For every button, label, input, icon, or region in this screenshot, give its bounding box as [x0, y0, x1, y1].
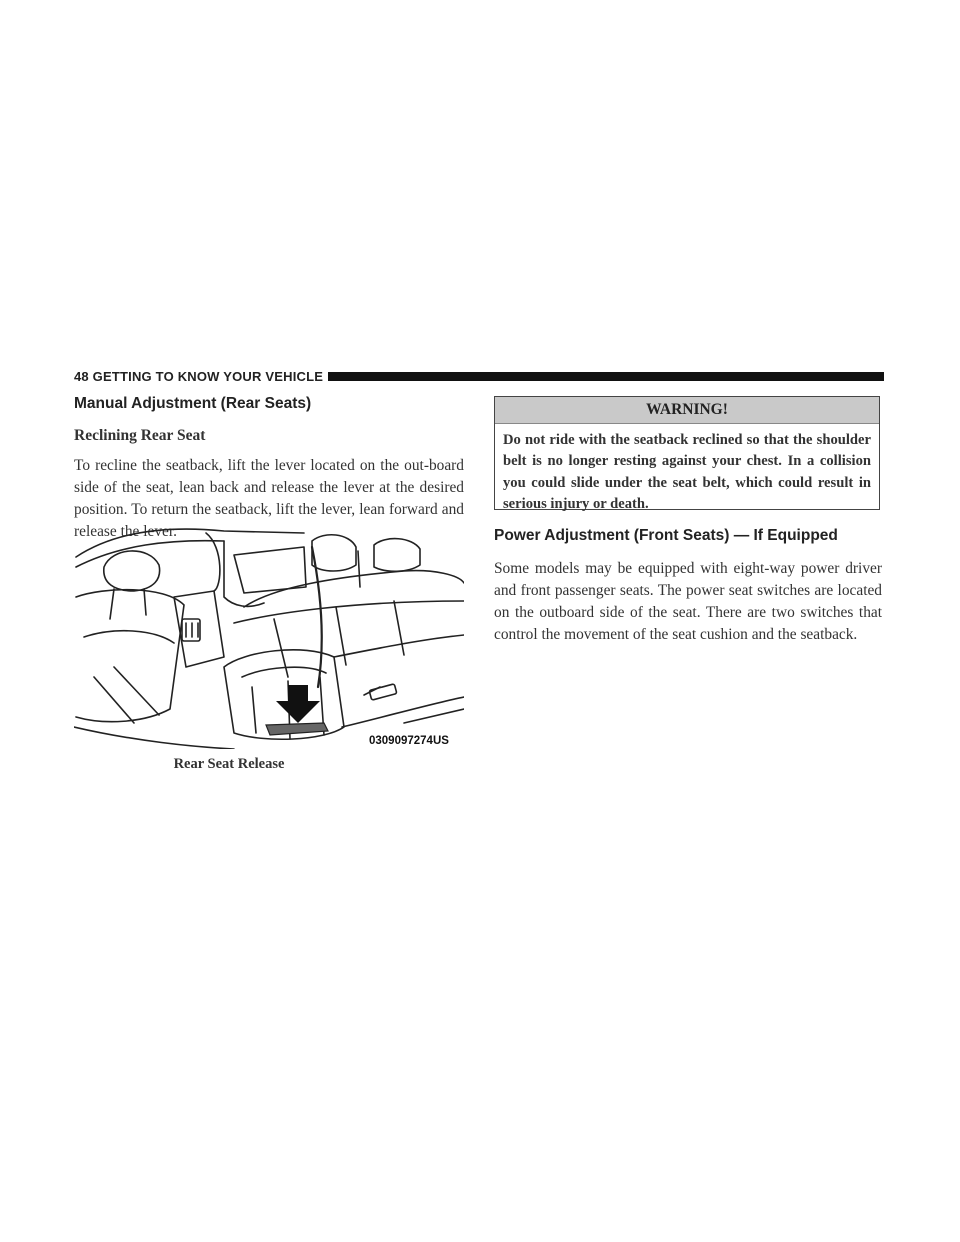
reclining-paragraph: To recline the seatback, lift the lever located on the out-board side of the seat, lean back and release the lever at the desired position. To return the seatback, lift the lever, lean forward and release the lever.	[74, 457, 464, 540]
rear-seat-illustration	[74, 527, 464, 749]
warning-text: Do not ride with the seatback reclined so that the shoulder belt is no longer resting against your chest. In a collision you could slide under the seat belt, which could result in serious injury or death.	[503, 432, 871, 512]
header-rule	[328, 372, 884, 381]
warning-heading: WARNING!	[495, 397, 879, 424]
page-header-text: 48 GETTING TO KNOW YOUR VEHICLE	[74, 369, 324, 384]
figure-code: 0309097274US	[369, 735, 449, 747]
warning-box	[494, 396, 880, 510]
subsection-title-reclining: Reclining Rear Seat	[74, 427, 206, 444]
right-column	[494, 526, 882, 646]
section-title-power-adjustment: Power Adjustment (Front Seats) — If Equipped	[494, 527, 838, 544]
section-title-manual-adjustment: Manual Adjustment (Rear Seats)	[74, 395, 312, 412]
page-header	[74, 368, 884, 386]
rear-seat-drawing	[74, 527, 464, 749]
left-column	[74, 394, 464, 543]
figure-caption: Rear Seat Release	[173, 756, 285, 772]
power-adjustment-paragraph: Some models may be equipped with eight-way power driver and front passenger seats. The power seat switches are located on the outboard side of the seat. There are two switches that control the movement of the seat cushion and the seatback.	[494, 560, 882, 643]
